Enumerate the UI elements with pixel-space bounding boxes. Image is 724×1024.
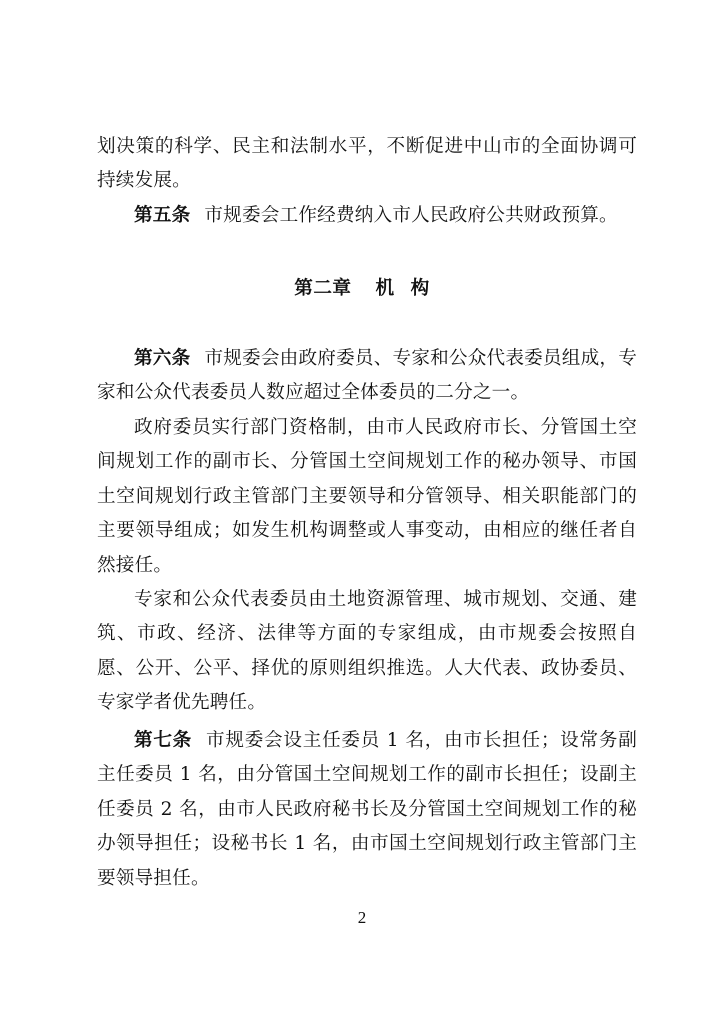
continuation-paragraph [97,130,637,199]
paragraph-text: 市规委会设主任委员 1 名，由市长担任；设常务副主任委员 1 名，由分管国土空间规划工作的副市长担任；设副主任委员 2 名，由市人民政府秘书长及分管国土空间规划工作的秘办领导担任；设秘书长 1 名，由市国土空间规划行政主管部门主要领导担任。 [97,730,637,889]
article-6-paragraph [97,342,637,411]
paragraph-text: 政府委员实行部门资格制，由市人民政府市长、分管国土空间规划工作的副市长、分管国土空间规划工作的秘办领导、市国土空间规划行政主管部门主要领导和分管领导、相关职能部门的主要领导组成；如发生机构调整或人事变动，由相应的继任者自然接任。 [97,417,637,576]
article-6-paragraph-2 [97,411,637,583]
article-6-paragraph-3 [97,583,637,721]
article-5-paragraph [97,199,637,233]
paragraph-text: 市规委会工作经费纳入市人民政府公共财政预算。 [204,205,618,226]
paragraph-text: 市规委会由政府委员、专家和公众代表委员组成，专家和公众代表委员人数应超过全体委员的二分之一。 [97,348,637,404]
chapter-number: 第二章 [294,278,352,299]
article-label: 第七条 [134,730,193,751]
paragraph-text: 专家和公众代表委员由土地资源管理、城市规划、交通、建筑、市政、经济、法律等方面的专家组成，由市规委会按照自愿、公开、公平、择优的原则组织推选。人大代表、政协委员、专家学者优先聘任。 [97,589,637,714]
paragraph-text: 划决策的科学、民主和法制水平，不断促进中山市的全面协调可持续发展。 [97,136,637,192]
article-label: 第五条 [134,205,191,226]
chapter-title-char-2: 构 [410,278,430,299]
chapter-heading [0,274,724,300]
article-7-paragraph [97,724,637,896]
chapter-title-char-1: 机 [375,278,395,299]
article-label: 第六条 [134,348,191,369]
page-number: 2 [357,908,367,927]
